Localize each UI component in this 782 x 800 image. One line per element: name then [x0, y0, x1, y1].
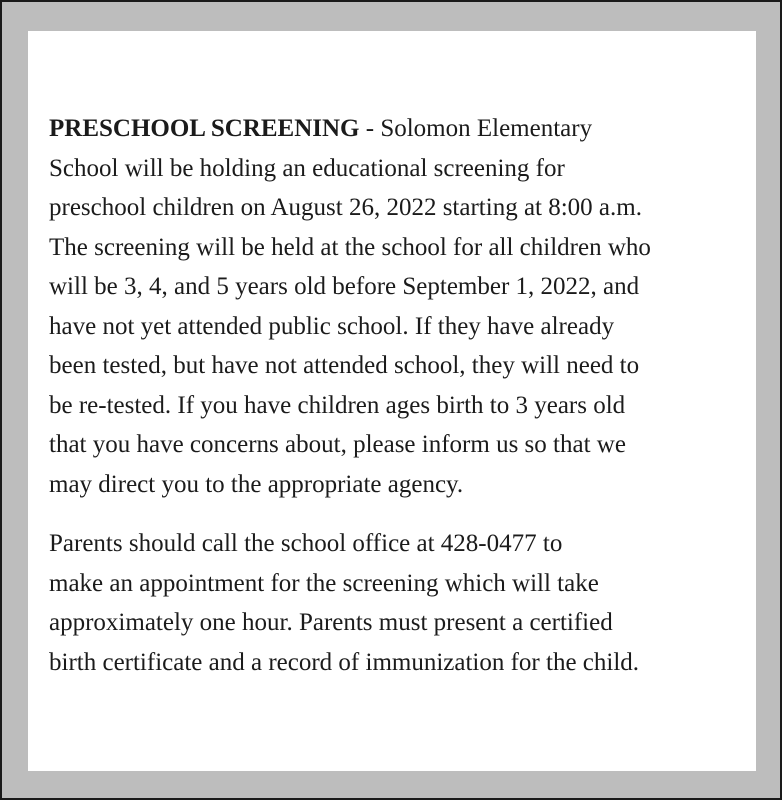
text-line: that you have concerns about, please inform us so that we	[49, 431, 626, 458]
notice-heading: PRESCHOOL SCREENING	[49, 115, 360, 142]
text-line: School will be holding an educational screening for	[49, 154, 565, 182]
text-line: Parents should call the school office at 428-0477 to	[49, 530, 563, 557]
notice-panel	[28, 31, 756, 771]
notice-paragraph-2	[49, 524, 739, 682]
text-line: have not yet attended public school. If they have already	[49, 312, 615, 340]
text-line: approximately one hour. Parents must present a certified	[49, 609, 613, 636]
text-line-content: Solomon Elementary	[380, 115, 593, 142]
text-line: birth certificate and a record of immunization for the child.	[49, 648, 640, 676]
notice-paragraph-1	[49, 109, 739, 504]
notice-body	[49, 109, 739, 682]
text-line: will be 3, 4, and 5 years old before September 1, 2022, and	[49, 273, 640, 300]
text-line: be re-tested. If you have children ages birth to 3 years old	[49, 391, 626, 419]
text-line: may direct you to the appropriate agency.	[49, 470, 464, 498]
heading-separator: -	[359, 115, 381, 142]
text-line: The screening will be held at the school for all children who	[49, 233, 651, 261]
text-line: been tested, but have not attended school, they will need to	[49, 352, 640, 379]
text-line	[49, 109, 739, 149]
text-line: preschool children on August 26, 2022 starting at 8:00 a.m.	[49, 194, 642, 221]
text-line: make an appointment for the screening which will take	[49, 569, 599, 597]
